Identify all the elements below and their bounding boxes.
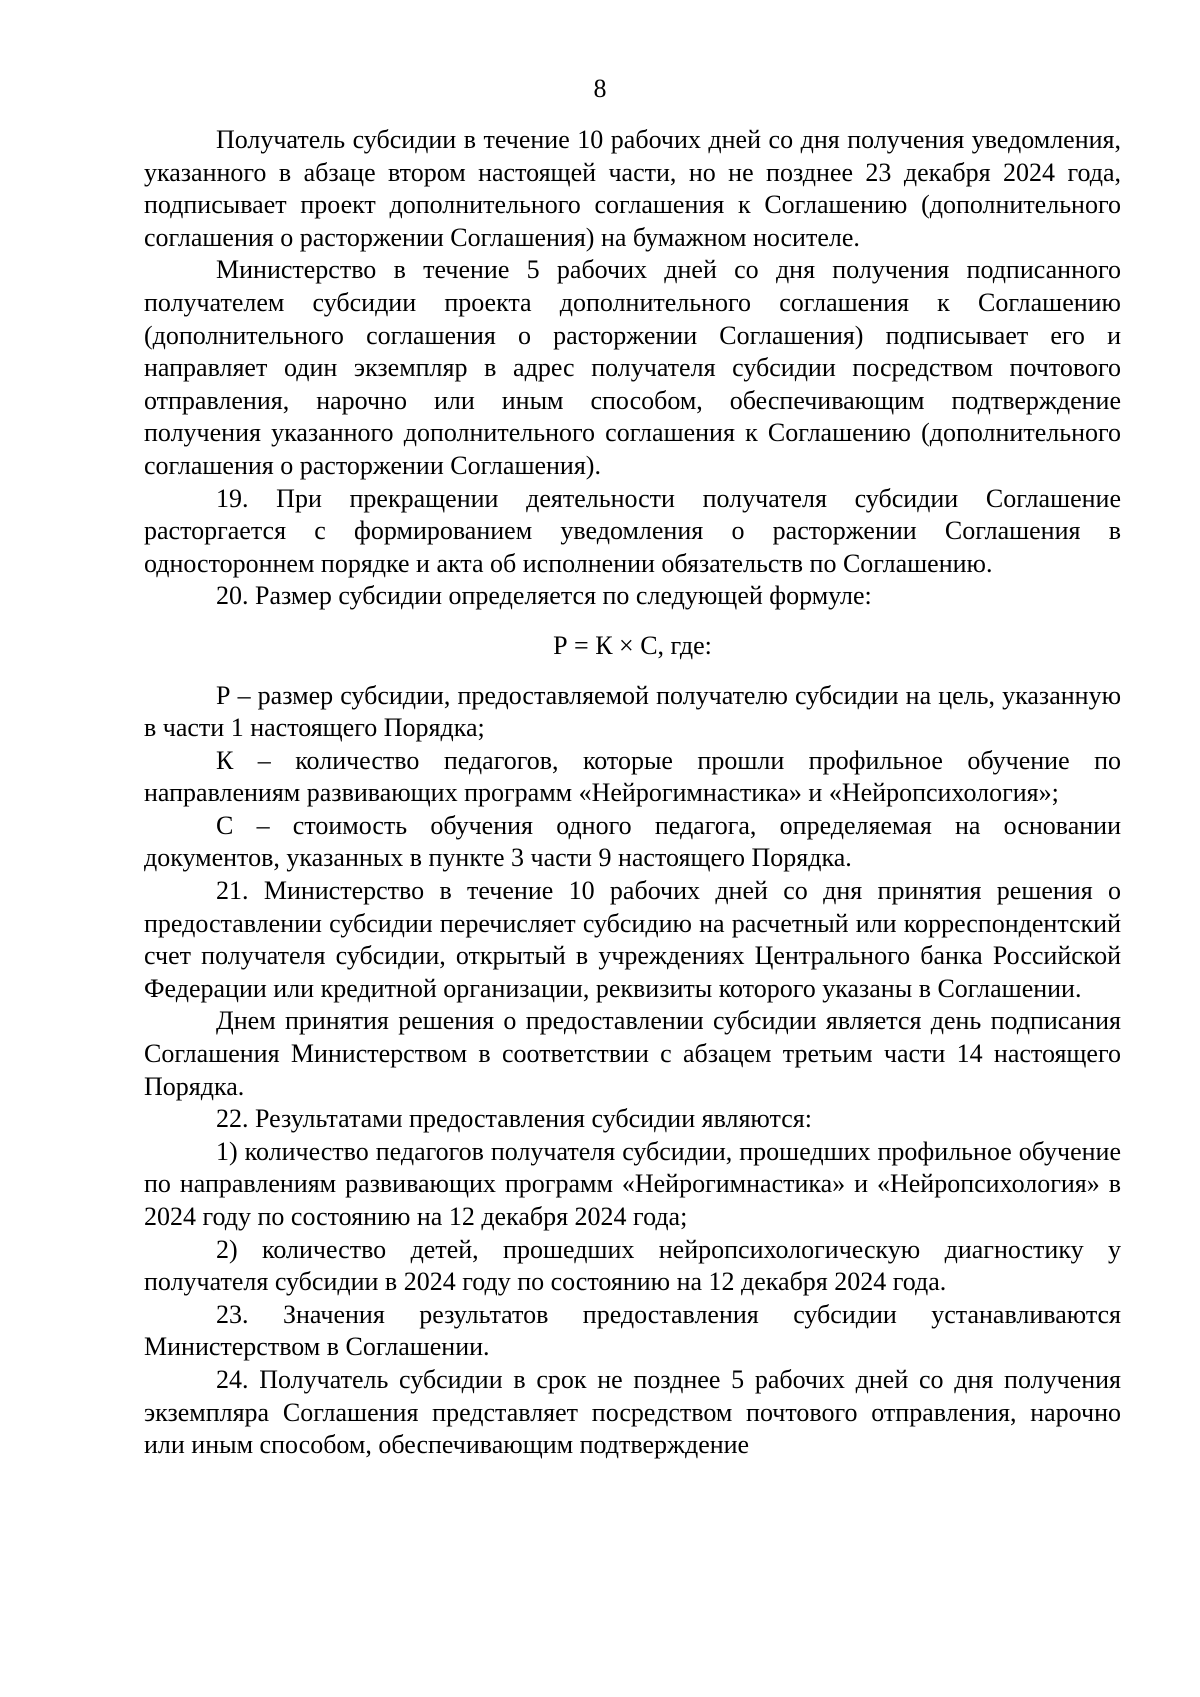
paragraph-item-20: 20. Размер субсидии определяется по следующей формуле: (216, 581, 872, 611)
subsidy-formula: Р = К × С, где: (553, 630, 712, 660)
paragraph-item-19: 19. При прекращении деятельности получателя субсидии Соглашение расторгается с формированием уведомления о расторжении Соглашения в одностороннем порядке и акта об исполнении обязательств по Соглашению. (144, 483, 1121, 578)
document-body (144, 124, 1121, 1462)
formula-definition-c: С – стоимость обучения одного педагога, определяемая на основании документов, указанных в пункте 3 части 9 настоящего Порядка. (144, 810, 1121, 873)
paragraph-item-22: 22. Результатами предоставления субсидии являются: (216, 1104, 812, 1134)
paragraph-ministry-signing: Министерство в течение 5 рабочих дней со дня получения подписанного получателем субсидии проекта дополнительного соглашения к Соглашению (дополнительного соглашения о расторжении Соглашения) подписывает его и направляет один экземпляр в адрес получателя субсидии посредством почтового отправления, нарочно или иным способом, обеспечивающим подтверждение получения указанного дополнительного соглашения к Соглашению (дополнительного соглашения о расторжении Соглашения). (144, 255, 1121, 480)
page-number: 8 (593, 74, 607, 103)
paragraph-decision-day: Днем принятия решения о предоставлении субсидии является день подписания Соглашения Министерством в соответствии с абзацем третьим части 14 настоящего Порядка. (144, 1006, 1121, 1101)
paragraph-item-24: 24. Получатель субсидии в срок не позднее 5 рабочих дней со дня получения экземпляра Соглашения представляет посредством почтового отправления, нарочно или иным способом, обеспечивающим подтверждение (144, 1364, 1121, 1460)
result-item-2: 2) количество детей, прошедших нейропсихологическую диагностику у получателя субсидии в 2024 году по состоянию на 12 декабря 2024 года. (144, 1234, 1121, 1297)
paragraph-signing-deadline: Получатель субсидии в течение 10 рабочих дней со дня получения уведомления, указанного в абзаце втором настоящей части, но не позднее 23 декабря 2024 года, подписывает проект дополнительного соглашения к Соглашению (дополнительного соглашения о расторжении Соглашения) на бумажном носителе. (144, 125, 1121, 252)
formula-definition-p: Р – размер субсидии, предоставляемой получателю субсидии на цель, указанную в части 1 настоящего Порядка; (144, 680, 1121, 743)
paragraph-item-21: 21. Министерство в течение 10 рабочих дней со дня принятия решения о предоставлении субсидии перечисляет субсидию на расчетный или корреспондентский счет получателя субсидии, открытый в учреждениях Центрального банка Российской Федерации или кредитной организации, реквизиты которого указаны в Соглашении. (144, 876, 1121, 1003)
formula-definition-k: К – количество педагогов, которые прошли профильное обучение по направлениям развивающих программ «Нейрогимнастика» и «Нейропсихология»; (144, 745, 1121, 808)
paragraph-item-23: 23. Значения результатов предоставления субсидии устанавливаются Министерством в Соглашении. (144, 1299, 1121, 1362)
result-item-1: 1) количество педагогов получателя субсидии, прошедших профильное обучение по направлениям развивающих программ «Нейрогимнастика» и «Нейропсихология» в 2024 году по состоянию на 12 декабря 2024 года; (144, 1136, 1121, 1231)
